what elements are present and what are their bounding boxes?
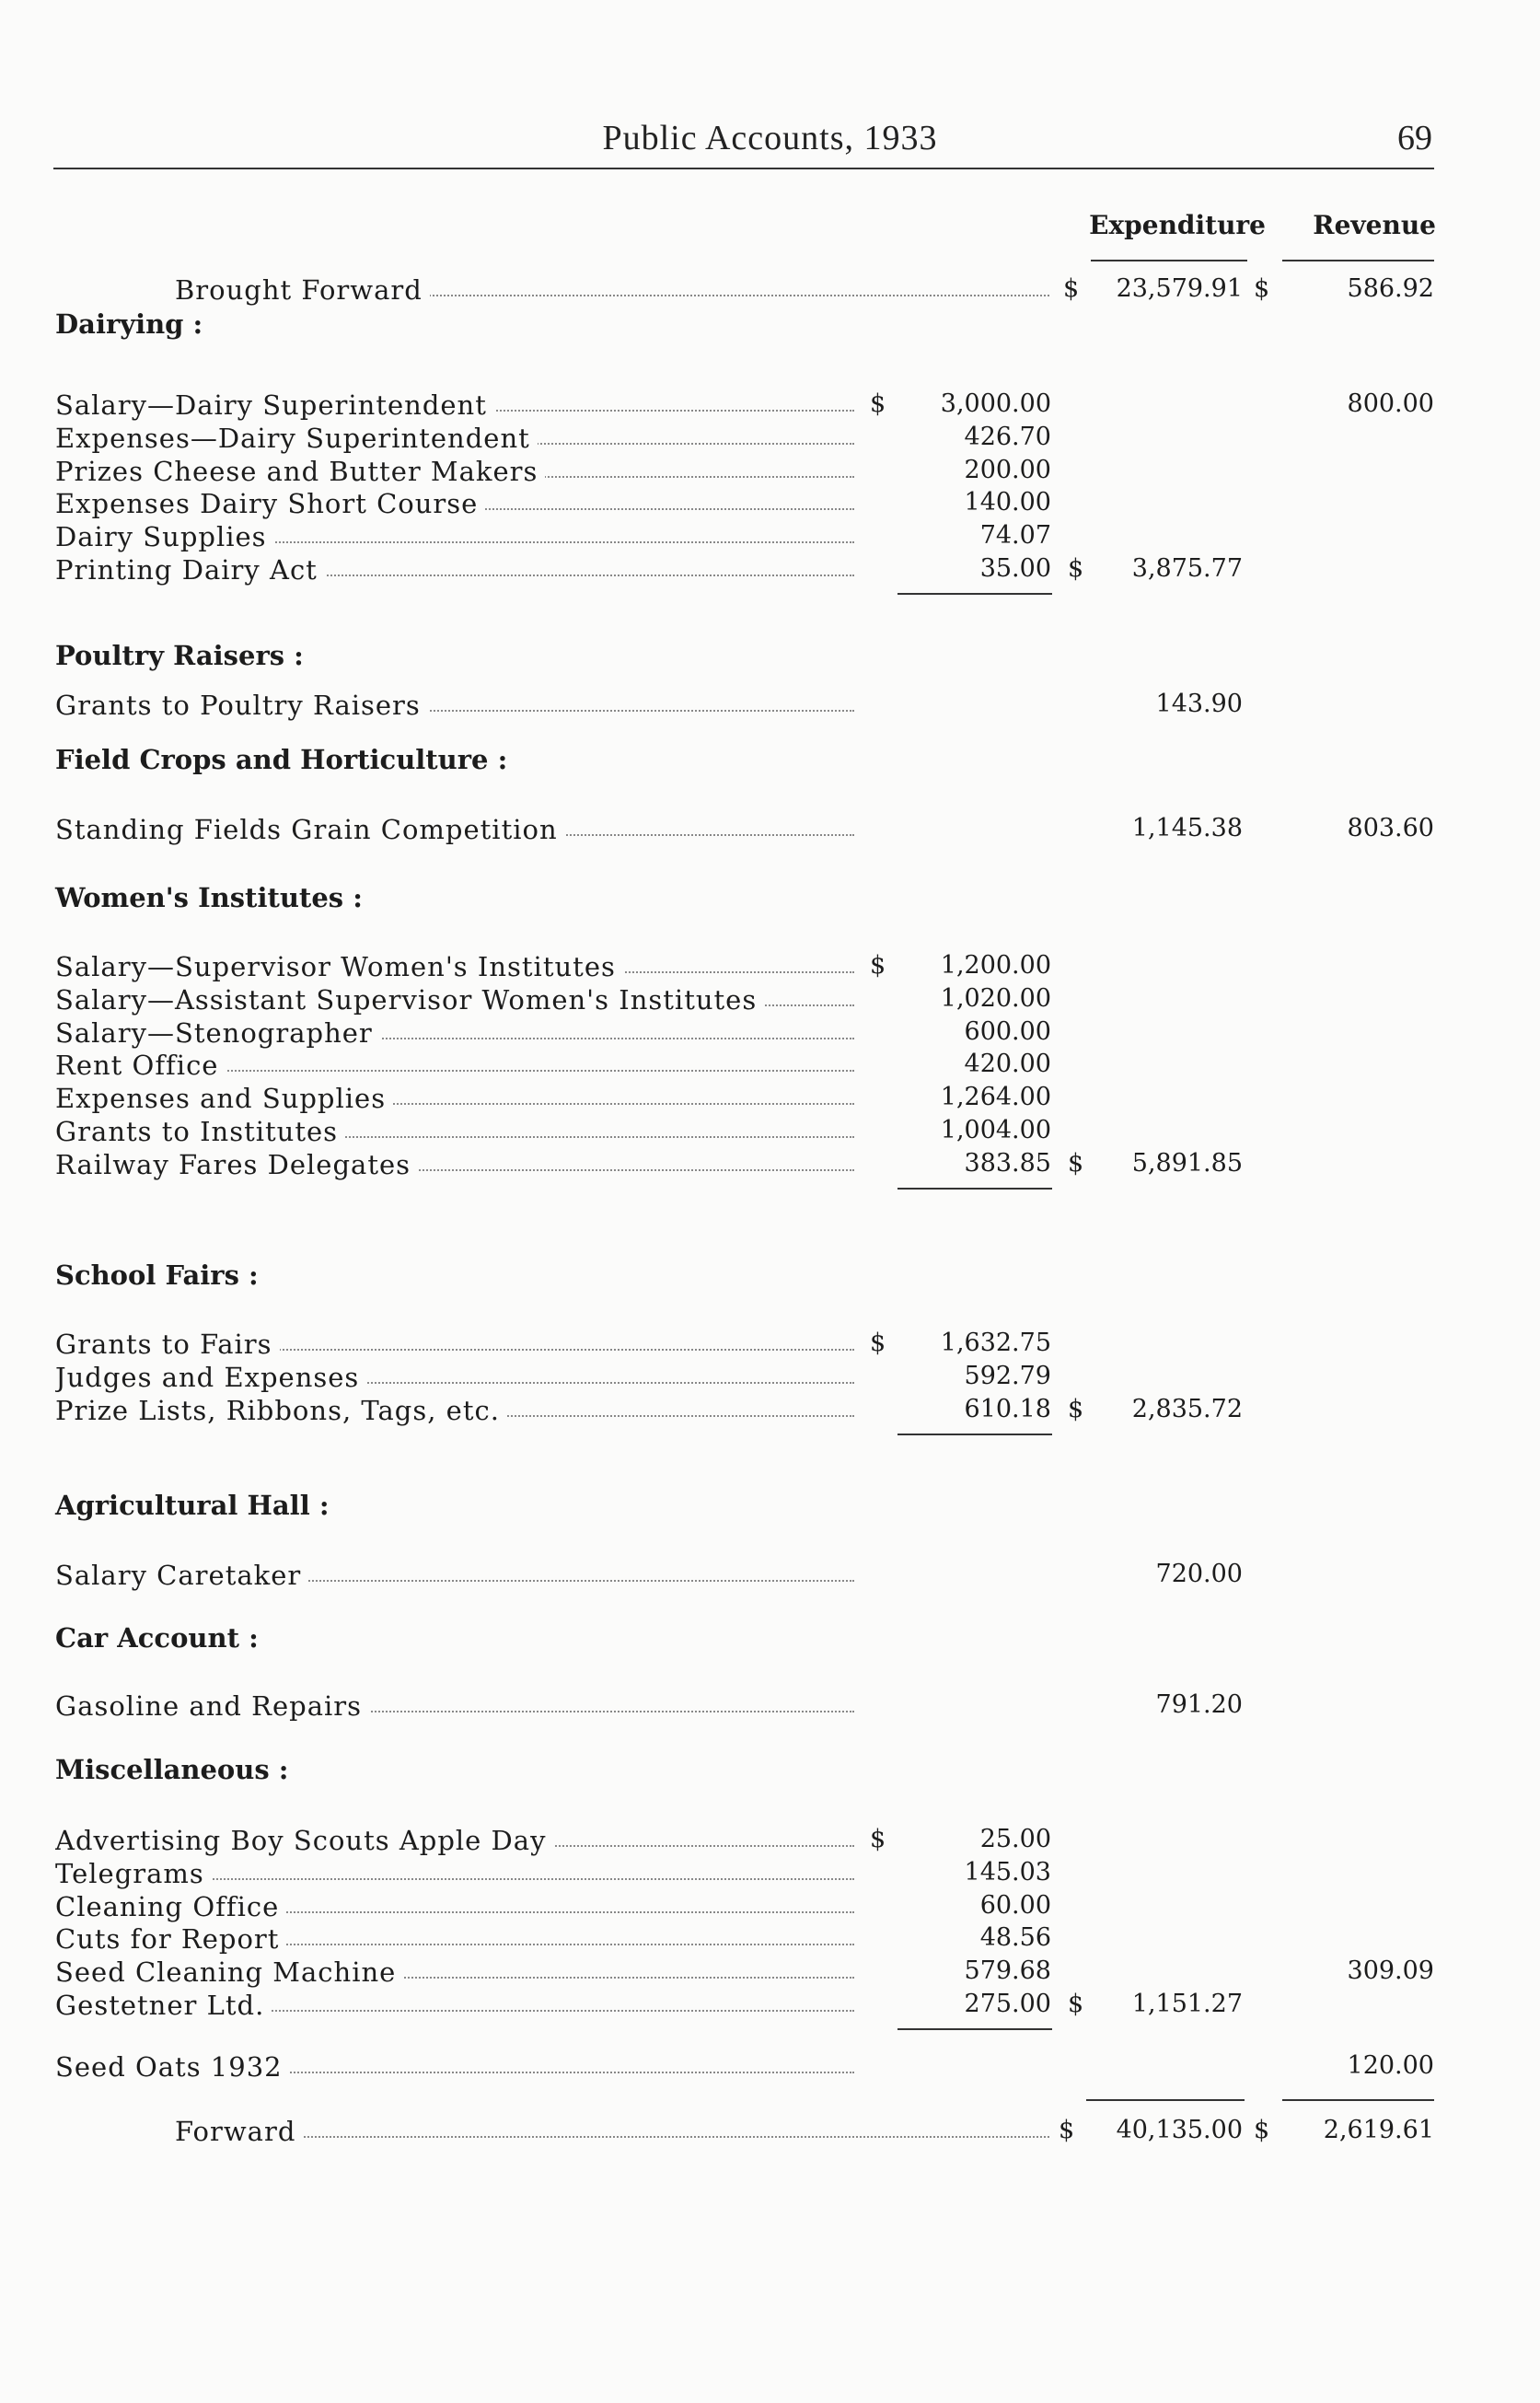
line-item [0,1956,1540,1990]
page-number: 69 [1397,119,1432,157]
line-item-label [55,1329,280,1360]
line-item-amount: 1,020.00 [940,984,1051,1013]
line-item-label [55,1149,418,1180]
forward-expenditure: 40,135.00 [1116,2116,1243,2144]
line-item-amount: 600.00 [964,1017,1051,1046]
brought-forward-label [175,274,430,306]
forward-revenue: 2,619.61 [1323,2116,1434,2144]
revenue-header-rule [1282,260,1434,261]
line-item-amount: 25.00 [979,1825,1051,1853]
line-item-label-text: Salary—Assistant Supervisor Women's Institutes [55,984,764,1016]
seed-oats-row [0,2051,1540,2084]
line-item-label [55,1690,369,1722]
section-title: Agricultural Hall : [55,1490,330,1521]
line-item-label-text: Salary—Stenographer [55,1017,380,1049]
line-item-label [55,1050,226,1081]
line-item-amount: 3,000.00 [940,389,1051,418]
line-item-expenditure: 5,891.85 [1131,1149,1243,1178]
line-item-label [55,554,325,586]
line-item-label-text: Salary Caretaker [55,1560,308,1591]
section-title: Poultry Raisers : [55,640,304,671]
line-item-expenditure: 3,875.77 [1131,554,1243,583]
section-title: Car Account : [55,1622,259,1654]
line-item-label-text: Judges and Expenses [55,1362,366,1393]
brought-forward-label-text: Brought Forward [175,274,430,306]
line-item-amount: 1,264.00 [940,1083,1051,1111]
line-item-label [55,1923,286,1955]
line-item-label [55,1990,272,2021]
line-item [0,1362,1540,1395]
line-item-amount: 145.03 [964,1858,1051,1886]
line-item-expenditure: 1,151.27 [1131,1990,1243,2018]
line-item-amount: 1,004.00 [940,1116,1051,1144]
seed-oats-label-text: Seed Oats 1932 [55,2051,290,2083]
line-item-label-text: Gestetner Ltd. [55,1990,272,2021]
line-item-label-text: Grants to Poultry Raisers [55,690,428,721]
line-item-label-text: Salary—Supervisor Women's Institutes [55,951,623,982]
line-item [0,1990,1540,2023]
line-item-label [55,1956,403,1988]
line-item-label-text: Dairy Supplies [55,521,274,552]
line-item-expenditure: 2,835.72 [1131,1395,1243,1423]
inner-dollar-sign: $ [870,389,886,418]
line-item-label [55,1083,393,1114]
line-item-amount: 1,632.75 [940,1329,1051,1357]
line-item-label-text: Seed Cleaning Machine [55,1956,403,1988]
brought-forward-expenditure: 23,579.91 [1116,274,1243,303]
line-item-amount: 383.85 [964,1149,1051,1178]
line-item-label [55,984,764,1016]
line-item-label-text: Expenses and Supplies [55,1083,393,1114]
line-item-label-text: Prize Lists, Ribbons, Tags, etc. [55,1395,507,1426]
line-item-amount: 426.70 [964,423,1051,451]
line-item-expenditure: 720.00 [1155,1560,1243,1588]
revenue-column-header: Revenue [1313,210,1436,240]
line-item [0,984,1540,1017]
line-item [0,1149,1540,1182]
expenditure-dollar-sign: $ [1068,1395,1084,1423]
line-item-label [55,1017,380,1049]
line-item-label-text: Expenses—Dairy Superintendent [55,423,538,454]
line-item-label [55,1395,507,1426]
line-item-amount: 610.18 [964,1395,1051,1423]
line-item-label [55,1858,212,1889]
line-item-label [55,521,274,552]
line-item [0,554,1540,587]
line-item-amount: 35.00 [979,554,1051,583]
subtotal-rule [897,2028,1052,2030]
line-item-revenue: 803.60 [1347,814,1434,842]
line-item-amount: 200.00 [964,456,1051,484]
line-item-amount: 579.68 [964,1956,1051,1985]
line-item [0,488,1540,521]
line-item [0,456,1540,489]
seed-oats-label [55,2051,290,2083]
line-item-amount: 74.07 [979,521,1051,550]
subtotal-rule [897,1434,1052,1435]
line-item-label [55,690,428,721]
expenditure-column-header: Expenditure [1089,210,1266,240]
line-item-label-text: Gasoline and Repairs [55,1690,369,1722]
line-item [0,1017,1540,1051]
forward-revenue-rule [1282,2099,1434,2101]
line-item [0,1891,1540,1924]
line-item-label-text: Cleaning Office [55,1891,286,1922]
line-item [0,1083,1540,1116]
line-item-label-text: Salary—Dairy Superintendent [55,389,494,421]
line-item-amount: 48.56 [979,1923,1051,1952]
forward-rev-dollar: $ [1254,2116,1270,2144]
line-item-label [55,488,485,519]
expenditure-dollar-sign: $ [1068,1990,1084,2018]
line-item [0,1050,1540,1083]
line-item-expenditure: 791.20 [1155,1690,1243,1719]
expenditure-dollar-sign: $ [1068,554,1084,583]
line-item-label-text: Telegrams [55,1858,212,1889]
line-item [0,1923,1540,1956]
line-item-amount: 140.00 [964,488,1051,517]
section-title: Dairying : [55,308,203,340]
line-item-label-text: Grants to Fairs [55,1329,280,1360]
line-item-expenditure: 1,145.38 [1131,814,1243,842]
page-header-title: Public Accounts, 1933 [602,119,938,157]
line-item-label-text: Railway Fares Delegates [55,1149,418,1180]
line-item-label [55,1362,366,1393]
line-item-label [55,1891,286,1922]
line-item-label [55,814,565,845]
line-item-label-text: Advertising Boy Scouts Apple Day [55,1825,553,1856]
forward-expenditure-rule [1086,2099,1245,2101]
line-item-label [55,389,494,421]
line-item [0,1825,1540,1858]
line-item-label-text: Expenses Dairy Short Course [55,488,485,519]
line-item [0,389,1540,423]
expenditure-dollar-sign: $ [1068,1149,1084,1178]
inner-dollar-sign: $ [870,1329,886,1357]
line-item [0,521,1540,554]
line-item-amount: 592.79 [964,1362,1051,1390]
line-item-label [55,456,545,487]
line-item-label-text: Grants to Institutes [55,1116,345,1147]
line-item-amount: 420.00 [964,1050,1051,1078]
line-item-amount: 60.00 [979,1891,1051,1920]
line-item [0,1560,1540,1593]
line-item-label [55,951,623,982]
line-item [0,423,1540,456]
brought-forward-rev-dollar: $ [1254,274,1270,303]
line-item-label-text: Standing Fields Grain Competition [55,814,565,845]
subtotal-rule [897,593,1052,595]
forward-exp-dollar: $ [1059,2116,1075,2144]
line-item [0,814,1540,847]
line-item-label-text: Rent Office [55,1050,226,1081]
line-item [0,690,1540,723]
line-item-expenditure: 143.90 [1155,690,1243,718]
line-item [0,1690,1540,1724]
section-title: Women's Institutes : [55,882,363,913]
line-item-label [55,1825,553,1856]
line-item-revenue: 800.00 [1347,389,1434,418]
section-title: Miscellaneous : [55,1754,289,1785]
line-item [0,1116,1540,1149]
line-item [0,1395,1540,1428]
line-item-label [55,423,538,454]
brought-forward-row [0,274,1540,308]
subtotal-rule [897,1188,1052,1190]
line-item [0,1329,1540,1362]
line-item [0,951,1540,984]
section-title: Field Crops and Horticulture : [55,744,508,775]
forward-row [0,2116,1540,2149]
brought-forward-revenue: 586.92 [1347,274,1434,303]
line-item-label [55,1560,308,1591]
line-item-label-text: Cuts for Report [55,1923,286,1955]
inner-dollar-sign: $ [870,1825,886,1853]
seed-oats-revenue: 120.00 [1347,2051,1434,2080]
line-item-amount: 1,200.00 [940,951,1051,980]
header-rule [53,168,1434,169]
line-item-label-text: Printing Dairy Act [55,554,325,586]
line-item-revenue: 309.09 [1347,1956,1434,1985]
line-item-amount: 275.00 [964,1990,1051,2018]
inner-dollar-sign: $ [870,951,886,980]
forward-label-text: Forward [175,2116,303,2147]
line-item-label [55,1116,345,1147]
section-title: School Fairs : [55,1260,259,1291]
forward-label [175,2116,303,2147]
expenditure-header-rule [1091,260,1247,261]
line-item [0,1858,1540,1891]
line-item-label-text: Prizes Cheese and Butter Makers [55,456,545,487]
forward-label-leader [175,2136,1049,2138]
brought-forward-exp-dollar: $ [1063,274,1080,303]
